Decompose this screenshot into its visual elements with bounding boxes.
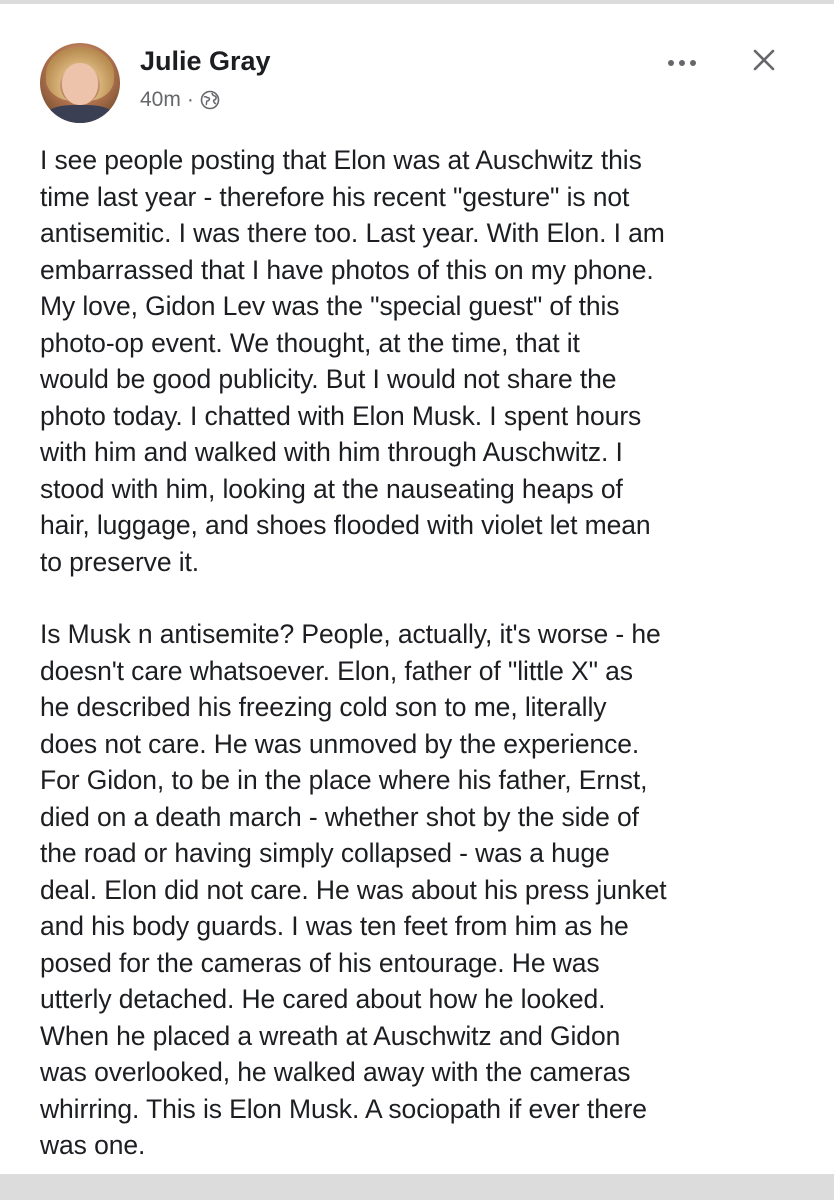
close-icon[interactable] — [750, 46, 778, 74]
text-line: was one. — [40, 1130, 146, 1160]
more-dot — [668, 60, 674, 66]
more-dot — [679, 60, 685, 66]
text-line: was overlooked, he walked away with the cameras — [40, 1057, 631, 1087]
text-line: with him and walked with him through Auschwitz. I — [40, 437, 623, 467]
post-meta — [140, 88, 220, 112]
more-dots-icon[interactable] — [662, 48, 702, 78]
text-line: the road or having simply collapsed - was a huge — [40, 838, 610, 868]
meta-separator: · — [186, 88, 194, 111]
post-body — [40, 142, 830, 1164]
more-dot — [690, 60, 696, 66]
text-line: utterly detached. He cared about how he looked. — [40, 984, 606, 1014]
globe-icon[interactable] — [200, 90, 220, 110]
text-line: photo-op event. We thought, at the time, that it — [40, 327, 580, 358]
paragraph-2 — [40, 616, 830, 1164]
text-line: For Gidon, to be in the place where his father, Ernst, — [40, 765, 648, 795]
avatar-shirt — [44, 105, 116, 123]
text-line: stood with him, looking at the nauseating heaps of — [40, 473, 623, 504]
paragraph-1 — [40, 142, 830, 580]
paragraph-gap — [40, 580, 830, 616]
text-line: deal. Elon did not care. He was about his press junket — [40, 874, 667, 905]
text-line: and his body guards. I was ten feet from him as he — [40, 911, 629, 941]
text-line: antisemitic. I was there too. Last year. With Elon. I am — [40, 218, 665, 248]
text-line: When he placed a wreath at Auschwitz and Gidon — [40, 1020, 621, 1051]
post-timestamp[interactable]: 40m — [140, 88, 181, 111]
text-line: posed for the cameras of his entourage. He was — [40, 947, 600, 978]
text-line: Is Musk n antisemite? People, actually, it's worse - he — [40, 619, 661, 649]
text-line: to preserve it. — [40, 546, 200, 577]
author-name[interactable]: Julie Gray — [140, 46, 271, 76]
text-line: died on a death march - whether shot by the side of — [40, 801, 639, 832]
author-avatar[interactable] — [40, 43, 120, 123]
text-line: photo today. I chatted with Elon Musk. I spent hours — [40, 400, 642, 431]
text-line: doesn't care whatsoever. Elon, father of "little X" as — [40, 655, 633, 686]
text-line: time last year - therefore his recent "gesture" is not — [40, 181, 630, 212]
text-line: would be good publicity. But I would not share the — [40, 364, 617, 394]
text-line: embarrassed that I have photos of this on my phone. — [40, 254, 654, 285]
text-line: I see people posting that Elon was at Auschwitz this — [40, 145, 642, 175]
text-line: hair, luggage, and shoes flooded with violet let mean — [40, 510, 651, 540]
post-card — [0, 4, 834, 1174]
avatar-face — [62, 63, 98, 105]
text-line: whirring. This is Elon Musk. A sociopath if ever there — [40, 1093, 647, 1124]
text-line: My love, Gidon Lev was the "special guest" of this — [40, 291, 620, 321]
text-line: does not care. He was unmoved by the experience. — [40, 728, 640, 759]
text-line: he described his freezing cold son to me, literally — [40, 692, 607, 722]
